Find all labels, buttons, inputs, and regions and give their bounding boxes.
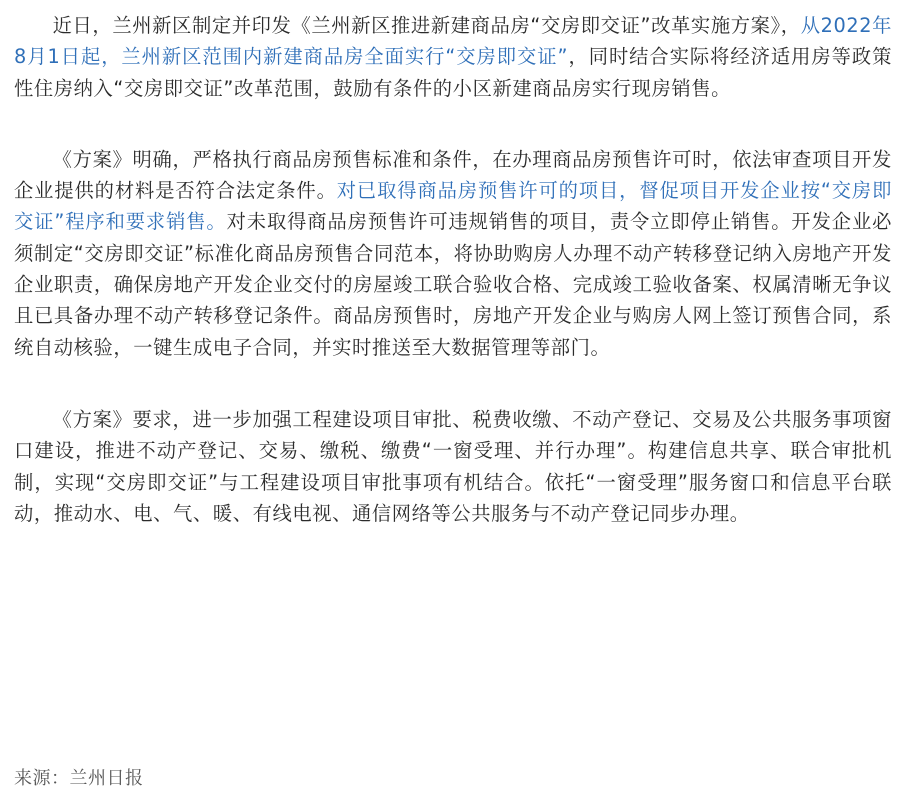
paragraph-2-text: 《方案》明确，严格执行商品房预售标准和条件，在办理商品房预售许可时，依法审查项目开发企业提供的材料是否符合法定条件。 bbox=[14, 147, 892, 203]
paragraph-1-text-cont: ，同时结合实际将经济适用房等政策性住房纳入“交房即交证”改革范围，鼓励有条件的小区新建商品房实行现房销售。 bbox=[14, 45, 892, 100]
paragraph-3 bbox=[14, 404, 892, 529]
paragraph-1-highlight: 从2022年8月1日起，兰州新区范围内新建商品房全面实行“交房即交证” bbox=[14, 14, 893, 69]
paragraph-2 bbox=[14, 144, 892, 363]
paragraph-2-text-cont: 对未取得商品房预售许可违规销售的项目，责令立即停止销售。开发企业必须制定“交房即交证”标准化商品房预售合同范本，将协助购房人办理不动产转移登记纳入房地产开发企业职责，确保房地产开发企业交付的房屋竣工联合验收合格、完成竣工验收备案、权属清晰无争议且已具备办理不动产转移登记条件。商品房预售时，房地产开发企业与购房人网上签订预售合同，系统自动核验，一键生成电子合同，并实时推送至大数据管理等部门。 bbox=[14, 210, 893, 359]
paragraph-2-highlight: 对已取得商品房预售许可的项目，督促项目开发企业按“交房即交证”程序和要求销售。 bbox=[14, 179, 892, 234]
source-label: 来源：兰州日报 bbox=[14, 768, 144, 789]
paragraph-1-text: 近日，兰州新区制定并印发《兰州新区推进新建商品房“交房即交证”改革实施方案》， bbox=[52, 14, 801, 37]
paragraph-1 bbox=[14, 10, 892, 104]
paragraph-3-text: 《方案》要求，进一步加强工程建设项目审批、税费收缴、不动产登记、交易及公共服务事项窗口建设，推进不动产登记、交易、缴税、缴费“一窗受理、并行办理”。构建信息共享、联合审批机制，实现“交房即交证”与工程建设项目审批事项有机结合。依托“一窗受理”服务窗口和信息平台联动，推动水、电、气、暖、有线电视、通信网络等公共服务与不动产登记同步办理。 bbox=[14, 407, 892, 525]
